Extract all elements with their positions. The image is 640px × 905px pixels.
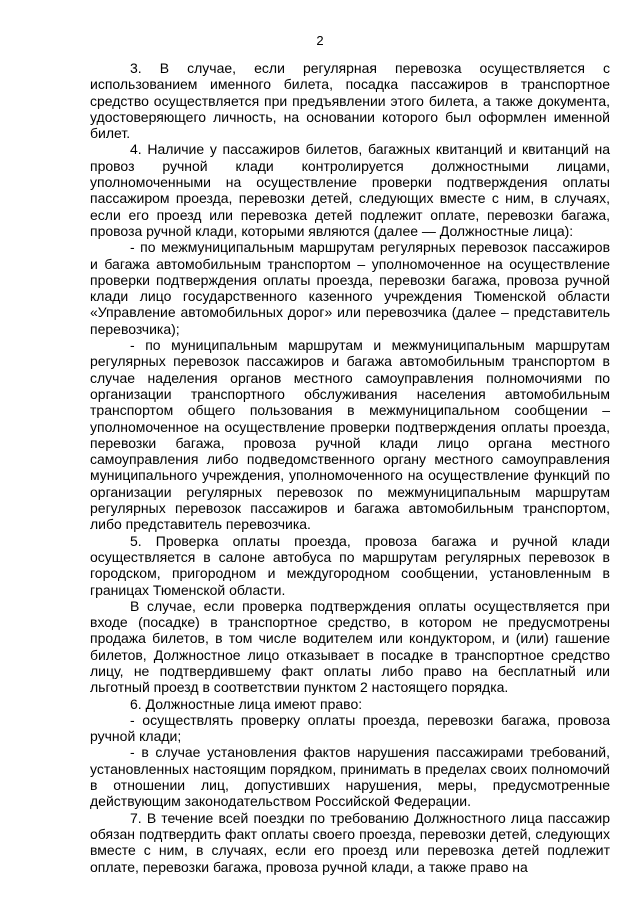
list-item-municipal: - по муниципальным маршрутам и межмуниципальным маршрутам регулярных перевозок пассажиров и багажа автомобильным транспортом в случае наделения органов местного самоуправления полномочиями по организации транспортного обслуживания населения автомобильным транспортом общего пользования в межмуниципальном сообщении – уполномоченное на осуществление проверки подтверждения оплаты проезда, перевозки багажа, провоза ручной клади лицо органа местного самоуправления либо подведомственного органу местного самоуправления муниципального учреждения, уполномоченного на осуществление функций по организации регулярных перевозок по межмуниципальным маршрутам регулярных перевозок пассажиров и багажа автомобильным транспортом, либо представитель перевозчика. [90,337,610,533]
list-item-measures-right: - в случае установления фактов нарушения пассажирами требований, установленных настоящим порядком, принимать в пределах своих полномочий в отношении лиц, допустивших нарушения, меры, предусмотренные действующим законодательством Российской Федерации. [90,744,610,810]
page-number: 2 [316,33,324,48]
paragraph-item-4: 4. Наличие у пассажиров билетов, багажных квитанций и квитанций на провоз ручной клади контролируется должностными лицами, уполномоченными на осуществление проверки подтверждения оплаты пассажиром проезда, перевозки детей, следующих вместе с ним, в случаях, если его проезд или перевозка детей подлежит оплате, перевозки багажа, провоза ручной клади, которыми являются (далее — Должностные лица): [90,141,610,239]
document-body [90,60,610,875]
paragraph-item-6: 6. Должностные лица имеют право: [130,695,363,712]
paragraph-boarding-check: В случае, если проверка подтверждения оплаты осуществляется при входе (посадке) в транспортное средство, в котором не предусмотрены продажа билетов, в том числе водителем или кондуктором, и (или) гашение билетов, Должностное лицо отказывает в посадке в транспортное средство лицу, не подтвердившему факт оплаты либо право на бесплатный или льготный проезд в соответствии пунктом 2 настоящего порядка. [90,597,610,696]
paragraph-item-7: 7. В течение всей поездки по требованию Должностного лица пассажир обязан подтвердить факт оплаты своего проезда, перевозки детей, следующих вместе с ним, в случаях, если его проезд или перевозка детей подлежит оплате, перевозки багажа, провоза ручной клади, а также право на [90,809,610,875]
list-item-check-right: - осуществлять проверку оплаты проезда, перевозки багажа, провоза ручной клади; [90,711,610,745]
list-item-intermunicipal: - по межмуниципальным маршрутам регулярных перевозок пассажиров и багажа автомобильным транспортом – уполномоченное на осуществление проверки подтверждения оплаты проезда, перевозки багажа, провоза ручной клади лицо государственного казенного учреждения Тюменской области «Управление автомобильных дорог» или перевозчика (далее – представитель перевозчика); [90,239,610,337]
paragraph-item-5: 5. Проверка оплаты проезда, провоза багажа и ручной клади осуществляется в салоне автобуса по маршрутам регулярных перевозок в городском, пригородном и междугородном сообщении, установленным в границах Тюменской области. [90,532,610,598]
paragraph-item-3: 3. В случае, если регулярная перевозка осуществляется с использованием именного билета, посадка пассажиров в транспортное средство осуществляется при предъявлении этого билета, а также документа, удостоверяющего личность, на основании которого был оформлен именной билет. [90,60,610,142]
